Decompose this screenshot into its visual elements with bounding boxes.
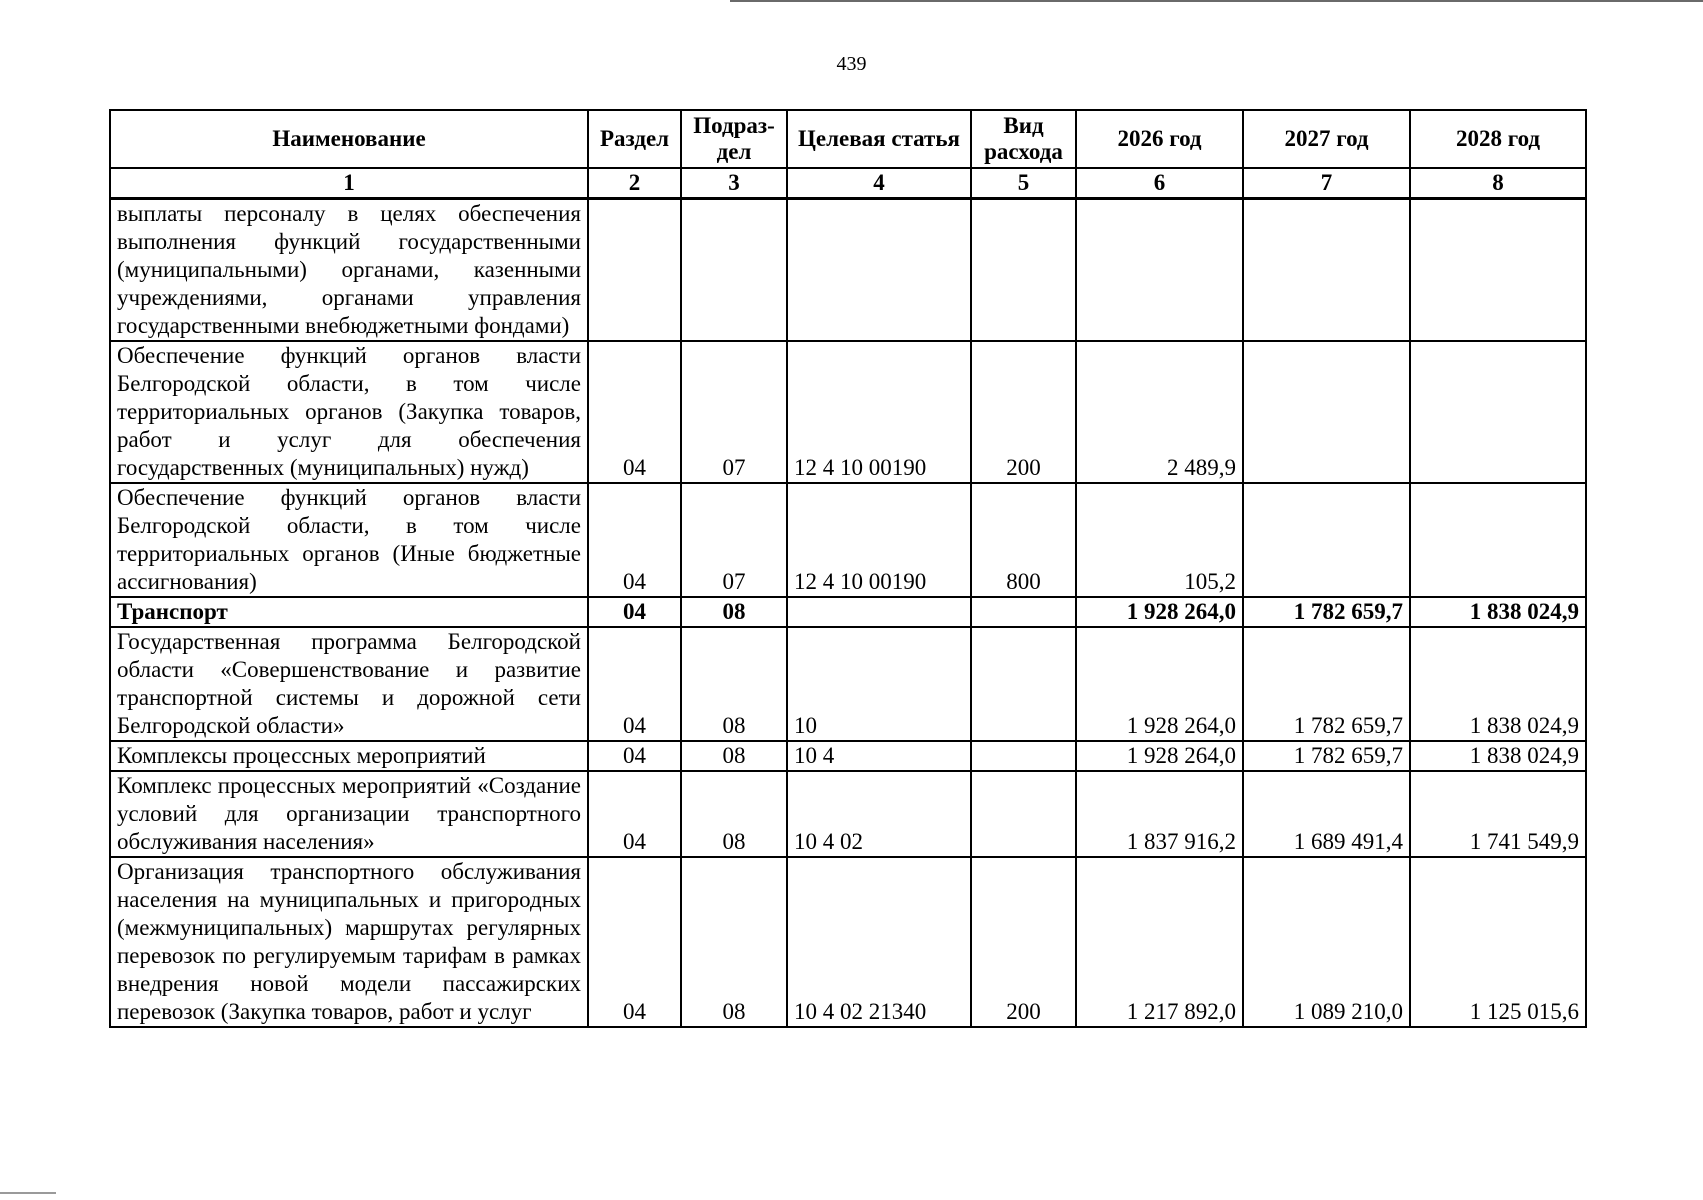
row-podrazdel: 07 <box>681 483 787 597</box>
row-statya: 12 4 10 00190 <box>787 483 971 597</box>
row-razdel: 04 <box>588 857 681 1027</box>
column-number: 6 <box>1076 168 1243 199</box>
row-vid <box>971 627 1076 741</box>
column-number: 5 <box>971 168 1076 199</box>
row-2026: 1 837 916,2 <box>1076 771 1243 857</box>
row-vid <box>971 741 1076 771</box>
row-statya: 10 4 <box>787 741 971 771</box>
column-number: 7 <box>1243 168 1410 199</box>
row-2026 <box>1076 199 1243 342</box>
row-2027: 1 782 659,7 <box>1243 627 1410 741</box>
row-name: выплаты персоналу в целях обеспечения выполнения функций государственными (муниципальными) органами, казенными учреждениями, органами управления государственными внебюджетными фондами) <box>110 199 588 342</box>
row-2026: 2 489,9 <box>1076 341 1243 483</box>
row-2028: 1 741 549,9 <box>1410 771 1586 857</box>
row-2027: 1 782 659,7 <box>1243 741 1410 771</box>
column-number: 8 <box>1410 168 1586 199</box>
table-row-section-total <box>110 597 1586 627</box>
header-razdel: Раздел <box>588 110 681 168</box>
row-razdel: 04 <box>588 741 681 771</box>
header-2028: 2028 год <box>1410 110 1586 168</box>
row-razdel: 04 <box>588 597 681 627</box>
row-vid: 200 <box>971 857 1076 1027</box>
table-row <box>110 341 1586 483</box>
header-2027: 2027 год <box>1243 110 1410 168</box>
row-vid: 800 <box>971 483 1076 597</box>
row-podrazdel: 08 <box>681 771 787 857</box>
row-podrazdel: 07 <box>681 341 787 483</box>
row-vid <box>971 199 1076 342</box>
row-name: Транспорт <box>110 597 588 627</box>
row-name: Обеспечение функций органов власти Белгородской области, в том числе территориальных органов (Иные бюджетные ассигнования) <box>110 483 588 597</box>
row-2027: 1 782 659,7 <box>1243 597 1410 627</box>
row-podrazdel: 08 <box>681 597 787 627</box>
row-2026: 1 928 264,0 <box>1076 741 1243 771</box>
column-number: 2 <box>588 168 681 199</box>
row-2028: 1 838 024,9 <box>1410 741 1586 771</box>
header-2026: 2026 год <box>1076 110 1243 168</box>
row-name: Комплекс процессных мероприятий «Создание условий для организации транспортного обслуживания населения» <box>110 771 588 857</box>
table-row <box>110 857 1586 1027</box>
row-2027 <box>1243 483 1410 597</box>
row-2027: 1 689 491,4 <box>1243 771 1410 857</box>
column-number: 1 <box>110 168 588 199</box>
table-row <box>110 741 1586 771</box>
row-2028: 1 838 024,9 <box>1410 627 1586 741</box>
header-statya: Целевая статья <box>787 110 971 168</box>
row-statya: 10 4 02 21340 <box>787 857 971 1027</box>
page-number: 439 <box>836 53 867 75</box>
row-2026: 1 928 264,0 <box>1076 627 1243 741</box>
table-row <box>110 199 1586 342</box>
scan-edge-line-top <box>730 0 1703 2</box>
row-podrazdel: 08 <box>681 741 787 771</box>
row-vid <box>971 771 1076 857</box>
column-number: 3 <box>681 168 787 199</box>
row-statya <box>787 597 971 627</box>
row-razdel <box>588 199 681 342</box>
table-row <box>110 771 1586 857</box>
row-2026: 105,2 <box>1076 483 1243 597</box>
table-row <box>110 627 1586 741</box>
row-name: Обеспечение функций органов власти Белгородской области, в том числе территориальных органов (Закупка товаров, работ и услуг для обеспечения государственных (муниципальных) нужд) <box>110 341 588 483</box>
row-statya: 12 4 10 00190 <box>787 341 971 483</box>
row-2027 <box>1243 341 1410 483</box>
row-vid: 200 <box>971 341 1076 483</box>
row-2028: 1 838 024,9 <box>1410 597 1586 627</box>
row-podrazdel <box>681 199 787 342</box>
column-number-row <box>110 168 1586 199</box>
header-podrazdel: Подраз-дел <box>681 110 787 168</box>
row-2027 <box>1243 199 1410 342</box>
header-row <box>110 110 1586 168</box>
budget-table <box>109 109 1587 1028</box>
row-2028 <box>1410 341 1586 483</box>
row-2028 <box>1410 483 1586 597</box>
row-razdel: 04 <box>588 341 681 483</box>
row-statya: 10 4 02 <box>787 771 971 857</box>
row-razdel: 04 <box>588 483 681 597</box>
row-statya: 10 <box>787 627 971 741</box>
row-2026: 1 928 264,0 <box>1076 597 1243 627</box>
row-razdel: 04 <box>588 627 681 741</box>
header-vid: Вид расхода <box>971 110 1076 168</box>
row-2026: 1 217 892,0 <box>1076 857 1243 1027</box>
header-name: Наименование <box>110 110 588 168</box>
row-2028 <box>1410 199 1586 342</box>
table-row <box>110 483 1586 597</box>
column-number: 4 <box>787 168 971 199</box>
row-name: Комплексы процессных мероприятий <box>110 741 588 771</box>
scan-edge-line-bottom <box>0 1192 56 1194</box>
row-razdel: 04 <box>588 771 681 857</box>
row-podrazdel: 08 <box>681 627 787 741</box>
row-name: Организация транспортного обслуживания населения на муниципальных и пригородных (межмуниципальных) маршрутах регулярных перевозок по регулируемым тарифам в рамках внедрения новой модели пассажирских перевозок (Закупка товаров, работ и услуг <box>110 857 588 1027</box>
row-statya <box>787 199 971 342</box>
row-vid <box>971 597 1076 627</box>
row-2027: 1 089 210,0 <box>1243 857 1410 1027</box>
row-name: Государственная программа Белгородской области «Совершенствование и развитие транспортной системы и дорожной сети Белгородской области» <box>110 627 588 741</box>
row-podrazdel: 08 <box>681 857 787 1027</box>
row-2028: 1 125 015,6 <box>1410 857 1586 1027</box>
